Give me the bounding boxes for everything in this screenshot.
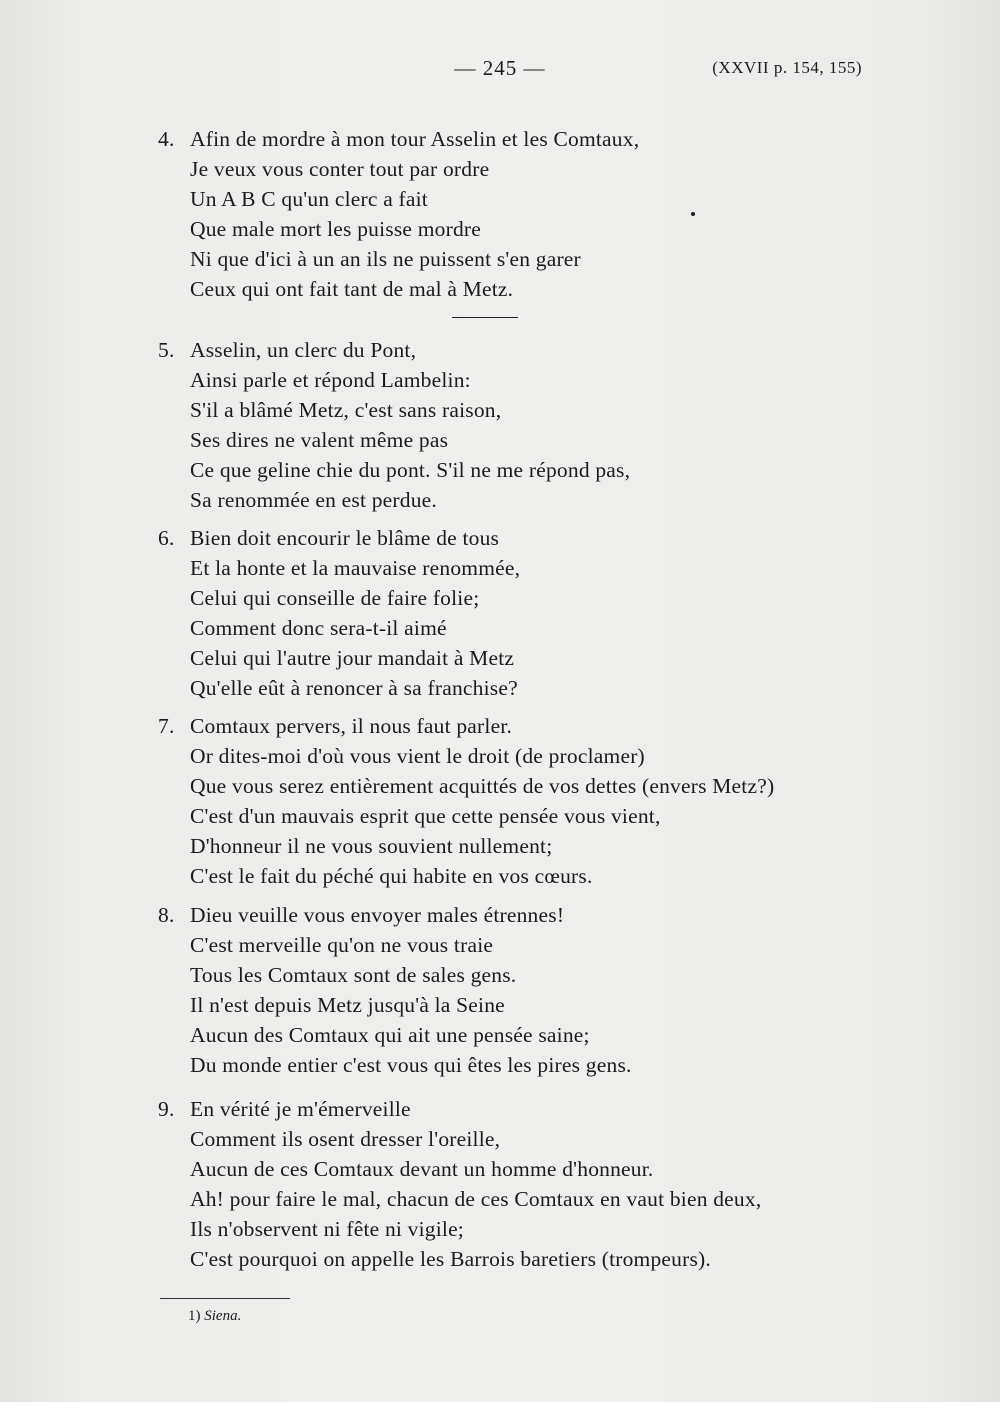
verse-line: Tous les Comtaux sont de sales gens. [190, 963, 517, 987]
verse-line: Asselin, un clerc du Pont, [190, 338, 417, 362]
stanza-number: 8. [158, 903, 175, 927]
stanza-number: 6. [158, 526, 175, 550]
page-number: — 245 — [454, 56, 546, 80]
verse-line: C'est le fait du péché qui habite en vos cœurs. [190, 864, 593, 888]
verse-line: D'honneur il ne vous souvient nullement; [190, 834, 553, 858]
footnote [188, 1306, 241, 1326]
page-reference: (XXVII p. 154, 155) [712, 58, 862, 77]
verse-line: Or dites-moi d'où vous vient le droit (de proclamer) [190, 744, 645, 768]
verse-line: Que vous serez entièrement acquittés de vos dettes (envers Metz?) [190, 774, 775, 798]
verse-line: Un A B C qu'un clerc a fait [190, 187, 428, 211]
verse-line: Je veux vous conter tout par ordre [190, 157, 490, 181]
stanza-number: 5. [158, 338, 175, 362]
verse-line: Aucun de ces Comtaux devant un homme d'honneur. [190, 1157, 654, 1181]
verse-line: Ni que d'ici à un an ils ne puissent s'en garer [190, 247, 581, 271]
verse-line: Et la honte et la mauvaise renommée, [190, 556, 521, 580]
verse-line: Comtaux pervers, il nous faut parler. [190, 714, 513, 738]
verse-line: C'est d'un mauvais esprit que cette pensée vous vient, [190, 804, 661, 828]
verse-line: C'est pourquoi on appelle les Barrois baretiers (trompeurs). [190, 1247, 711, 1271]
stanza-5 [158, 335, 858, 515]
stanza-number: 9. [158, 1097, 175, 1121]
verse-line: En vérité je m'émerveille [190, 1097, 411, 1121]
verse-line: Ils n'observent ni fête ni vigile; [190, 1217, 464, 1241]
verse-line: Qu'elle eût à renoncer à sa franchise? [190, 676, 518, 700]
footnote-divider [160, 1298, 290, 1299]
verse-line: Celui qui conseille de faire folie; [190, 586, 480, 610]
verse-line: Que male mort les puisse mordre [190, 217, 482, 241]
stanza-4 [158, 124, 858, 304]
verse-line: Bien doit encourir le blâme de tous [190, 526, 500, 550]
verse-line: Comment ils osent dresser l'oreille, [190, 1127, 501, 1151]
stanza-9 [158, 1094, 858, 1274]
verse-line: Aucun des Comtaux qui ait une pensée saine; [190, 1023, 590, 1047]
verse-line: Celui qui l'autre jour mandait à Metz [190, 646, 515, 670]
verse-line: Ainsi parle et répond Lambelin: [190, 368, 471, 392]
verse-line: Afin de mordre à mon tour Asselin et les Comtaux, [190, 127, 640, 151]
verse-line: Ceux qui ont fait tant de mal à Metz. [190, 277, 514, 301]
verse-line: Il n'est depuis Metz jusqu'à la Seine [190, 993, 505, 1017]
verse-line: Comment donc sera-t-il aimé [190, 616, 447, 640]
footnote-marker: 1) [188, 1308, 201, 1324]
verse-line: Sa renommée en est perdue. [190, 488, 437, 512]
verse-line: Du monde entier c'est vous qui êtes les pires gens. [190, 1053, 632, 1077]
stanza-number: 7. [158, 714, 175, 738]
stanza-8 [158, 900, 858, 1080]
verse-line: C'est merveille qu'on ne vous traie [190, 933, 494, 957]
stanza-6 [158, 523, 858, 703]
verse-line: Ses dires ne valent même pas [190, 428, 449, 452]
stanza-7 [158, 711, 858, 891]
section-divider [452, 317, 518, 318]
ink-speck [691, 212, 695, 216]
verse-line: Ah! pour faire le mal, chacun de ces Comtaux en vaut bien deux, [190, 1187, 762, 1211]
verse-line: Ce que geline chie du pont. S'il ne me répond pas, [190, 458, 631, 482]
verse-line: Dieu veuille vous envoyer males étrennes! [190, 903, 565, 927]
footnote-text: Siena. [204, 1308, 242, 1324]
verse-line: S'il a blâmé Metz, c'est sans raison, [190, 398, 502, 422]
stanza-number: 4. [158, 127, 175, 151]
